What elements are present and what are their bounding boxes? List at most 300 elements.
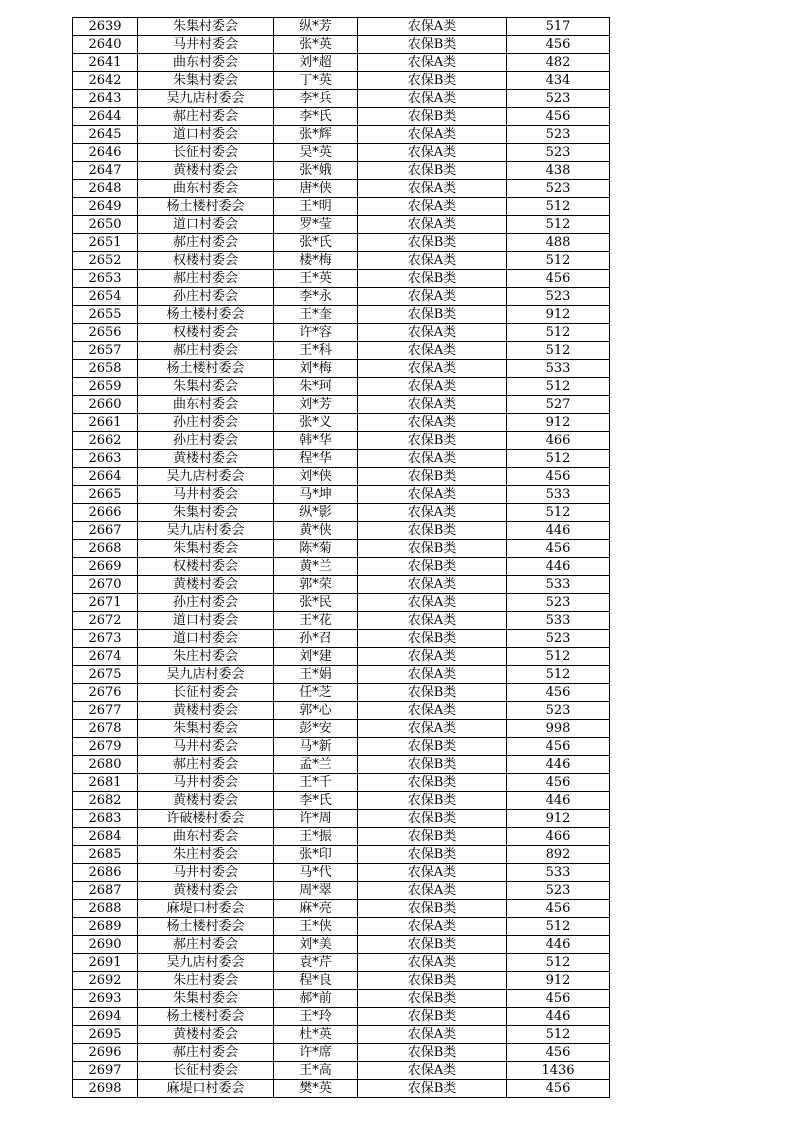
category-cell: 农保B类 bbox=[358, 540, 507, 558]
amount-cell: 446 bbox=[507, 756, 610, 774]
table-row bbox=[73, 774, 610, 792]
category-cell: 农保B类 bbox=[358, 522, 507, 540]
name-cell: 罗*莹 bbox=[274, 216, 358, 234]
amount-cell: 523 bbox=[507, 90, 610, 108]
village-cell: 麻堤口村委会 bbox=[138, 900, 274, 918]
village-cell: 朱庄村委会 bbox=[138, 972, 274, 990]
name-cell: 王*娟 bbox=[274, 666, 358, 684]
row-number-cell: 2665 bbox=[73, 486, 138, 504]
name-cell: 张*民 bbox=[274, 594, 358, 612]
amount-cell: 533 bbox=[507, 360, 610, 378]
table-row bbox=[73, 252, 610, 270]
village-cell: 杨土楼村委会 bbox=[138, 1008, 274, 1026]
row-number-cell: 2698 bbox=[73, 1080, 138, 1098]
row-number-cell: 2696 bbox=[73, 1044, 138, 1062]
row-number-cell: 2647 bbox=[73, 162, 138, 180]
name-cell: 张*印 bbox=[274, 846, 358, 864]
category-cell: 农保B类 bbox=[358, 846, 507, 864]
row-number-cell: 2648 bbox=[73, 180, 138, 198]
name-cell: 王*高 bbox=[274, 1062, 358, 1080]
category-cell: 农保B类 bbox=[358, 270, 507, 288]
row-number-cell: 2651 bbox=[73, 234, 138, 252]
table-row bbox=[73, 414, 610, 432]
village-cell: 吴九店村委会 bbox=[138, 666, 274, 684]
row-number-cell: 2666 bbox=[73, 504, 138, 522]
village-cell: 长征村委会 bbox=[138, 144, 274, 162]
row-number-cell: 2641 bbox=[73, 54, 138, 72]
row-number-cell: 2676 bbox=[73, 684, 138, 702]
table-row bbox=[73, 702, 610, 720]
name-cell: 马*坤 bbox=[274, 486, 358, 504]
village-cell: 黄楼村委会 bbox=[138, 450, 274, 468]
category-cell: 农保B类 bbox=[358, 792, 507, 810]
row-number-cell: 2653 bbox=[73, 270, 138, 288]
amount-cell: 523 bbox=[507, 144, 610, 162]
name-cell: 许*容 bbox=[274, 324, 358, 342]
name-cell: 孟*兰 bbox=[274, 756, 358, 774]
village-cell: 郝庄村委会 bbox=[138, 936, 274, 954]
category-cell: 农保B类 bbox=[358, 738, 507, 756]
category-cell: 农保B类 bbox=[358, 774, 507, 792]
name-cell: 刘*建 bbox=[274, 648, 358, 666]
category-cell: 农保B类 bbox=[358, 108, 507, 126]
row-number-cell: 2694 bbox=[73, 1008, 138, 1026]
name-cell: 纵*芳 bbox=[274, 18, 358, 36]
amount-cell: 512 bbox=[507, 378, 610, 396]
table-row bbox=[73, 522, 610, 540]
amount-cell: 533 bbox=[507, 864, 610, 882]
table-row bbox=[73, 756, 610, 774]
name-cell: 马*新 bbox=[274, 738, 358, 756]
village-cell: 曲东村委会 bbox=[138, 180, 274, 198]
name-cell: 张*娥 bbox=[274, 162, 358, 180]
table-row bbox=[73, 882, 610, 900]
name-cell: 王*千 bbox=[274, 774, 358, 792]
category-cell: 农保A类 bbox=[358, 720, 507, 738]
village-cell: 权楼村委会 bbox=[138, 324, 274, 342]
village-cell: 朱庄村委会 bbox=[138, 846, 274, 864]
name-cell: 黄*兰 bbox=[274, 558, 358, 576]
table-row bbox=[73, 432, 610, 450]
village-cell: 朱集村委会 bbox=[138, 504, 274, 522]
amount-cell: 456 bbox=[507, 270, 610, 288]
amount-cell: 912 bbox=[507, 810, 610, 828]
category-cell: 农保A类 bbox=[358, 918, 507, 936]
amount-cell: 517 bbox=[507, 18, 610, 36]
amount-cell: 512 bbox=[507, 450, 610, 468]
amount-cell: 446 bbox=[507, 1008, 610, 1026]
category-cell: 农保B类 bbox=[358, 306, 507, 324]
table-row bbox=[73, 954, 610, 972]
category-cell: 农保A类 bbox=[358, 864, 507, 882]
category-cell: 农保A类 bbox=[358, 18, 507, 36]
name-cell: 任*芝 bbox=[274, 684, 358, 702]
row-number-cell: 2684 bbox=[73, 828, 138, 846]
amount-cell: 456 bbox=[507, 108, 610, 126]
category-cell: 农保A类 bbox=[358, 1026, 507, 1044]
table-row bbox=[73, 198, 610, 216]
table-row bbox=[73, 90, 610, 108]
table-row bbox=[73, 864, 610, 882]
name-cell: 周*翠 bbox=[274, 882, 358, 900]
table-row bbox=[73, 1080, 610, 1098]
name-cell: 李*氏 bbox=[274, 108, 358, 126]
category-cell: 农保A类 bbox=[358, 324, 507, 342]
village-cell: 吴九店村委会 bbox=[138, 468, 274, 486]
amount-cell: 523 bbox=[507, 630, 610, 648]
village-cell: 马井村委会 bbox=[138, 36, 274, 54]
village-cell: 朱集村委会 bbox=[138, 72, 274, 90]
village-cell: 麻堤口村委会 bbox=[138, 1080, 274, 1098]
amount-cell: 527 bbox=[507, 396, 610, 414]
amount-cell: 523 bbox=[507, 594, 610, 612]
amount-cell: 523 bbox=[507, 882, 610, 900]
table-row bbox=[73, 972, 610, 990]
table-row bbox=[73, 1044, 610, 1062]
name-cell: 郝*前 bbox=[274, 990, 358, 1008]
amount-cell: 512 bbox=[507, 324, 610, 342]
table-row bbox=[73, 486, 610, 504]
name-cell: 张*辉 bbox=[274, 126, 358, 144]
category-cell: 农保A类 bbox=[358, 504, 507, 522]
amount-cell: 456 bbox=[507, 1080, 610, 1098]
name-cell: 孙*召 bbox=[274, 630, 358, 648]
row-number-cell: 2667 bbox=[73, 522, 138, 540]
name-cell: 刘*超 bbox=[274, 54, 358, 72]
category-cell: 农保B类 bbox=[358, 36, 507, 54]
table-row bbox=[73, 270, 610, 288]
name-cell: 韩*华 bbox=[274, 432, 358, 450]
table-row bbox=[73, 54, 610, 72]
village-cell: 杨土楼村委会 bbox=[138, 198, 274, 216]
village-cell: 权楼村委会 bbox=[138, 252, 274, 270]
category-cell: 农保B类 bbox=[358, 432, 507, 450]
name-cell: 王*花 bbox=[274, 612, 358, 630]
table-row bbox=[73, 666, 610, 684]
village-cell: 郝庄村委会 bbox=[138, 1044, 274, 1062]
village-cell: 黄楼村委会 bbox=[138, 702, 274, 720]
row-number-cell: 2643 bbox=[73, 90, 138, 108]
name-cell: 程*华 bbox=[274, 450, 358, 468]
row-number-cell: 2645 bbox=[73, 126, 138, 144]
amount-cell: 512 bbox=[507, 504, 610, 522]
amount-cell: 523 bbox=[507, 702, 610, 720]
category-cell: 农保A类 bbox=[358, 54, 507, 72]
row-number-cell: 2658 bbox=[73, 360, 138, 378]
row-number-cell: 2664 bbox=[73, 468, 138, 486]
row-number-cell: 2639 bbox=[73, 18, 138, 36]
table-row bbox=[73, 1062, 610, 1080]
amount-cell: 466 bbox=[507, 828, 610, 846]
name-cell: 郭*心 bbox=[274, 702, 358, 720]
table-row bbox=[73, 1026, 610, 1044]
table-row bbox=[73, 108, 610, 126]
village-cell: 朱集村委会 bbox=[138, 378, 274, 396]
category-cell: 农保A类 bbox=[358, 180, 507, 198]
village-cell: 道口村委会 bbox=[138, 216, 274, 234]
table-row bbox=[73, 18, 610, 36]
amount-cell: 512 bbox=[507, 648, 610, 666]
table-row bbox=[73, 360, 610, 378]
category-cell: 农保A类 bbox=[358, 486, 507, 504]
row-number-cell: 2681 bbox=[73, 774, 138, 792]
table-row bbox=[73, 540, 610, 558]
table-row bbox=[73, 900, 610, 918]
village-cell: 道口村委会 bbox=[138, 126, 274, 144]
village-cell: 黄楼村委会 bbox=[138, 882, 274, 900]
amount-cell: 456 bbox=[507, 540, 610, 558]
table-row bbox=[73, 1008, 610, 1026]
category-cell: 农保A类 bbox=[358, 216, 507, 234]
row-number-cell: 2660 bbox=[73, 396, 138, 414]
row-number-cell: 2663 bbox=[73, 450, 138, 468]
name-cell: 黄*侠 bbox=[274, 522, 358, 540]
row-number-cell: 2695 bbox=[73, 1026, 138, 1044]
table-row bbox=[73, 234, 610, 252]
table-row bbox=[73, 684, 610, 702]
amount-cell: 456 bbox=[507, 684, 610, 702]
village-cell: 孙庄村委会 bbox=[138, 414, 274, 432]
name-cell: 樊*英 bbox=[274, 1080, 358, 1098]
table-row bbox=[73, 594, 610, 612]
row-number-cell: 2686 bbox=[73, 864, 138, 882]
row-number-cell: 2644 bbox=[73, 108, 138, 126]
table-row bbox=[73, 738, 610, 756]
village-cell: 吴九店村委会 bbox=[138, 954, 274, 972]
row-number-cell: 2679 bbox=[73, 738, 138, 756]
row-number-cell: 2671 bbox=[73, 594, 138, 612]
amount-cell: 892 bbox=[507, 846, 610, 864]
category-cell: 农保B类 bbox=[358, 828, 507, 846]
village-cell: 朱集村委会 bbox=[138, 540, 274, 558]
table-row bbox=[73, 504, 610, 522]
village-cell: 郝庄村委会 bbox=[138, 234, 274, 252]
category-cell: 农保A类 bbox=[358, 612, 507, 630]
amount-cell: 512 bbox=[507, 918, 610, 936]
village-cell: 黄楼村委会 bbox=[138, 162, 274, 180]
table-row bbox=[73, 126, 610, 144]
village-cell: 权楼村委会 bbox=[138, 558, 274, 576]
village-cell: 长征村委会 bbox=[138, 1062, 274, 1080]
table-row bbox=[73, 216, 610, 234]
village-cell: 郝庄村委会 bbox=[138, 108, 274, 126]
row-number-cell: 2670 bbox=[73, 576, 138, 594]
table-row bbox=[73, 396, 610, 414]
amount-cell: 434 bbox=[507, 72, 610, 90]
amount-cell: 512 bbox=[507, 1026, 610, 1044]
row-number-cell: 2697 bbox=[73, 1062, 138, 1080]
amount-cell: 523 bbox=[507, 288, 610, 306]
village-cell: 道口村委会 bbox=[138, 630, 274, 648]
name-cell: 王*英 bbox=[274, 270, 358, 288]
row-number-cell: 2685 bbox=[73, 846, 138, 864]
table-row bbox=[73, 180, 610, 198]
category-cell: 农保B类 bbox=[358, 810, 507, 828]
table-row bbox=[73, 828, 610, 846]
row-number-cell: 2650 bbox=[73, 216, 138, 234]
category-cell: 农保A类 bbox=[358, 648, 507, 666]
row-number-cell: 2677 bbox=[73, 702, 138, 720]
category-cell: 农保A类 bbox=[358, 252, 507, 270]
name-cell: 麻*亮 bbox=[274, 900, 358, 918]
category-cell: 农保B类 bbox=[358, 756, 507, 774]
category-cell: 农保A类 bbox=[358, 954, 507, 972]
village-cell: 孙庄村委会 bbox=[138, 594, 274, 612]
row-number-cell: 2654 bbox=[73, 288, 138, 306]
village-cell: 郝庄村委会 bbox=[138, 342, 274, 360]
row-number-cell: 2692 bbox=[73, 972, 138, 990]
amount-cell: 912 bbox=[507, 972, 610, 990]
village-cell: 朱集村委会 bbox=[138, 18, 274, 36]
category-cell: 农保A类 bbox=[358, 144, 507, 162]
village-cell: 孙庄村委会 bbox=[138, 432, 274, 450]
amount-cell: 456 bbox=[507, 738, 610, 756]
table-row bbox=[73, 288, 610, 306]
amount-cell: 533 bbox=[507, 576, 610, 594]
amount-cell: 438 bbox=[507, 162, 610, 180]
row-number-cell: 2687 bbox=[73, 882, 138, 900]
amount-cell: 523 bbox=[507, 180, 610, 198]
category-cell: 农保B类 bbox=[358, 1080, 507, 1098]
category-cell: 农保A类 bbox=[358, 666, 507, 684]
amount-cell: 446 bbox=[507, 936, 610, 954]
row-number-cell: 2646 bbox=[73, 144, 138, 162]
name-cell: 王*奎 bbox=[274, 306, 358, 324]
category-cell: 农保A类 bbox=[358, 126, 507, 144]
amount-cell: 456 bbox=[507, 468, 610, 486]
name-cell: 王*侠 bbox=[274, 918, 358, 936]
village-cell: 黄楼村委会 bbox=[138, 792, 274, 810]
name-cell: 郭*荣 bbox=[274, 576, 358, 594]
category-cell: 农保B类 bbox=[358, 234, 507, 252]
row-number-cell: 2672 bbox=[73, 612, 138, 630]
row-number-cell: 2675 bbox=[73, 666, 138, 684]
amount-cell: 523 bbox=[507, 126, 610, 144]
name-cell: 袁*芹 bbox=[274, 954, 358, 972]
table-row bbox=[73, 612, 610, 630]
amount-cell: 446 bbox=[507, 558, 610, 576]
village-cell: 朱集村委会 bbox=[138, 990, 274, 1008]
name-cell: 朱*珂 bbox=[274, 378, 358, 396]
table-row bbox=[73, 648, 610, 666]
village-cell: 黄楼村委会 bbox=[138, 576, 274, 594]
row-number-cell: 2674 bbox=[73, 648, 138, 666]
amount-cell: 456 bbox=[507, 900, 610, 918]
village-cell: 曲东村委会 bbox=[138, 396, 274, 414]
category-cell: 农保B类 bbox=[358, 990, 507, 1008]
row-number-cell: 2668 bbox=[73, 540, 138, 558]
category-cell: 农保B类 bbox=[358, 1044, 507, 1062]
name-cell: 李*永 bbox=[274, 288, 358, 306]
table-row bbox=[73, 306, 610, 324]
name-cell: 王*科 bbox=[274, 342, 358, 360]
village-cell: 马井村委会 bbox=[138, 486, 274, 504]
name-cell: 王*明 bbox=[274, 198, 358, 216]
row-number-cell: 2683 bbox=[73, 810, 138, 828]
name-cell: 李*兵 bbox=[274, 90, 358, 108]
amount-cell: 512 bbox=[507, 954, 610, 972]
table-row bbox=[73, 144, 610, 162]
name-cell: 许*周 bbox=[274, 810, 358, 828]
table-row bbox=[73, 378, 610, 396]
name-cell: 杜*英 bbox=[274, 1026, 358, 1044]
name-cell: 王*玲 bbox=[274, 1008, 358, 1026]
row-number-cell: 2689 bbox=[73, 918, 138, 936]
village-cell: 许破楼村委会 bbox=[138, 810, 274, 828]
village-cell: 郝庄村委会 bbox=[138, 270, 274, 288]
village-cell: 杨土楼村委会 bbox=[138, 360, 274, 378]
table-row bbox=[73, 792, 610, 810]
village-cell: 长征村委会 bbox=[138, 684, 274, 702]
row-number-cell: 2640 bbox=[73, 36, 138, 54]
category-cell: 农保A类 bbox=[358, 90, 507, 108]
row-number-cell: 2642 bbox=[73, 72, 138, 90]
category-cell: 农保A类 bbox=[358, 342, 507, 360]
row-number-cell: 2655 bbox=[73, 306, 138, 324]
name-cell: 丁*英 bbox=[274, 72, 358, 90]
name-cell: 纵*影 bbox=[274, 504, 358, 522]
table-row bbox=[73, 342, 610, 360]
village-cell: 朱庄村委会 bbox=[138, 648, 274, 666]
village-cell: 孙庄村委会 bbox=[138, 288, 274, 306]
category-cell: 农保B类 bbox=[358, 630, 507, 648]
row-number-cell: 2649 bbox=[73, 198, 138, 216]
village-cell: 曲东村委会 bbox=[138, 828, 274, 846]
amount-cell: 456 bbox=[507, 990, 610, 1008]
category-cell: 农保B类 bbox=[358, 468, 507, 486]
village-cell: 马井村委会 bbox=[138, 864, 274, 882]
village-cell: 郝庄村委会 bbox=[138, 756, 274, 774]
name-cell: 唐*侠 bbox=[274, 180, 358, 198]
row-number-cell: 2678 bbox=[73, 720, 138, 738]
name-cell: 吴*英 bbox=[274, 144, 358, 162]
amount-cell: 456 bbox=[507, 774, 610, 792]
amount-cell: 912 bbox=[507, 306, 610, 324]
category-cell: 农保B类 bbox=[358, 900, 507, 918]
row-number-cell: 2691 bbox=[73, 954, 138, 972]
amount-cell: 512 bbox=[507, 252, 610, 270]
name-cell: 陈*菊 bbox=[274, 540, 358, 558]
amount-cell: 456 bbox=[507, 36, 610, 54]
row-number-cell: 2693 bbox=[73, 990, 138, 1008]
category-cell: 农保A类 bbox=[358, 414, 507, 432]
table-body bbox=[73, 18, 610, 1098]
row-number-cell: 2669 bbox=[73, 558, 138, 576]
category-cell: 农保A类 bbox=[358, 450, 507, 468]
amount-cell: 533 bbox=[507, 486, 610, 504]
category-cell: 农保A类 bbox=[358, 360, 507, 378]
name-cell: 王*振 bbox=[274, 828, 358, 846]
amount-cell: 512 bbox=[507, 342, 610, 360]
row-number-cell: 2688 bbox=[73, 900, 138, 918]
table-row bbox=[73, 720, 610, 738]
name-cell: 刘*芳 bbox=[274, 396, 358, 414]
table-row bbox=[73, 990, 610, 1008]
amount-cell: 446 bbox=[507, 792, 610, 810]
amount-cell: 512 bbox=[507, 198, 610, 216]
table-row bbox=[73, 936, 610, 954]
village-cell: 吴九店村委会 bbox=[138, 522, 274, 540]
table-row bbox=[73, 918, 610, 936]
table-row bbox=[73, 846, 610, 864]
category-cell: 农保B类 bbox=[358, 72, 507, 90]
village-cell: 马井村委会 bbox=[138, 774, 274, 792]
data-table bbox=[72, 17, 610, 1098]
row-number-cell: 2690 bbox=[73, 936, 138, 954]
amount-cell: 912 bbox=[507, 414, 610, 432]
row-number-cell: 2652 bbox=[73, 252, 138, 270]
name-cell: 刘*梅 bbox=[274, 360, 358, 378]
